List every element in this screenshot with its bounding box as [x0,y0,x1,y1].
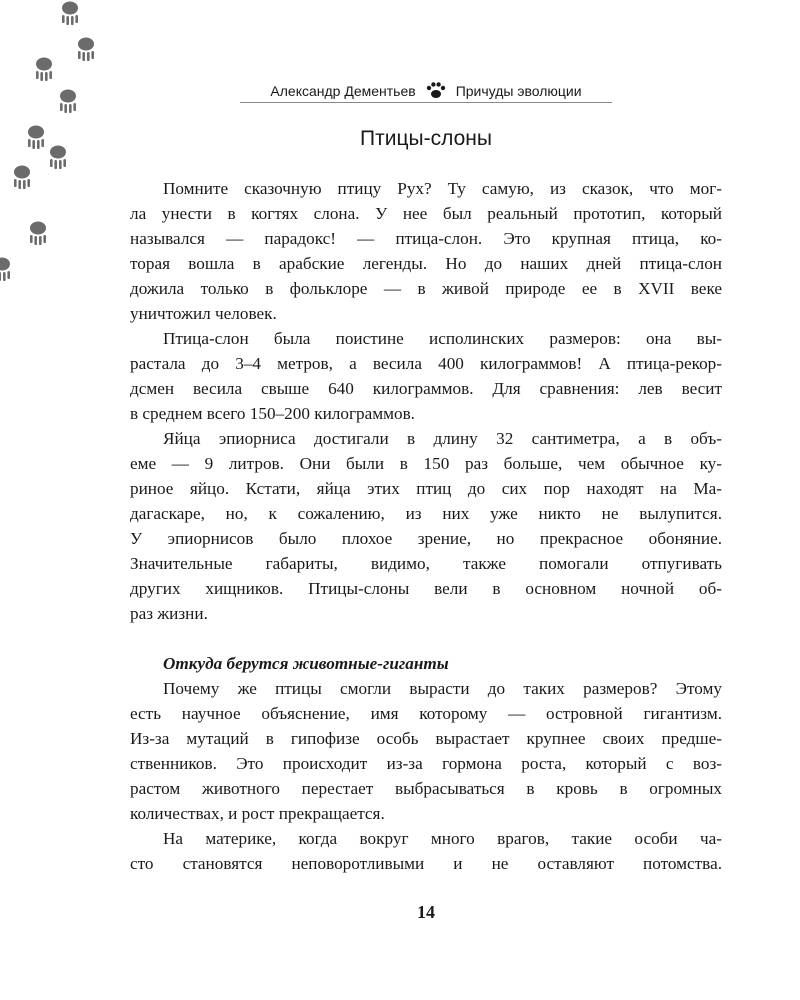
text-line: количествах, и рост прекращается. [130,804,385,823]
text-line: Значительные габариты, видимо, также помогали отпугивать [130,554,722,573]
running-head [240,80,612,102]
paw-icon [50,146,66,170]
page-text [130,176,722,876]
chapter-title: Птицы-слоны [360,127,492,150]
paw-icon [0,258,10,282]
text-line: раз жизни. [130,604,208,623]
text-line: в среднем всего 150–200 килограммов. [130,404,415,423]
book-title: Причуды эволюции [455,83,582,99]
text-line: Птица-слон была поистине исполинских размеров: она вы- [163,329,722,348]
text-line: растала до 3–4 метров, а весила 400 килограммов! А птица-рекор- [130,354,722,373]
paw-prints-decoration [0,0,120,300]
text-line: растом животного перестает выбрасываться в кровь в огромных [130,779,722,798]
header-rule [240,102,612,103]
paw-icon [28,126,44,150]
page-number: 14 [417,902,435,922]
paw-icon [14,166,30,190]
paw-icon [78,38,94,62]
paw-icon [62,2,78,26]
text-line: сто становятся неповоротливыми и не оставляют потомства. [130,854,722,873]
text-line: других хищников. Птицы-слоны вели в основном ночной об- [130,579,722,598]
text-line: риное яйцо. Кстати, яйца этих птиц до сих пор находят на Ма- [130,479,722,498]
text-line: У эпиорнисов было плохое зрение, но прекрасное обоняние. [130,529,722,548]
text-line: На материке, когда вокруг много врагов, такие особи ча- [163,829,722,848]
paw-icon [426,82,446,100]
text-line: назывался — парадокс! — птица-слон. Это крупная птица, ко- [130,229,722,248]
text-line: Почему же птицы смогли вырасти до таких размеров? Этому [163,679,722,698]
text-line: Помните сказочную птицу Рух? Ту самую, из сказок, что мог- [163,179,722,198]
text-line: Из-за мутаций в гипофизе особь вырастает крупнее своих предше- [130,729,722,748]
text-line: Яйца эпиорниса достигали в длину 32 сантиметра, а в объ- [163,429,722,448]
paw-icon [60,90,76,114]
text-line: уничтожил человек. [130,304,277,323]
text-line: дагаскаре, но, к сожалению, из них уже никто не вылупится. [130,504,722,523]
text-line: ла унести в когтях слона. У нее был реальный прототип, который [130,204,722,223]
paw-icon [36,58,52,82]
text-line: ственников. Это происходит из-за гормона роста, который с воз- [130,754,722,773]
text-line: торая вошла в арабские легенды. Но до наших дней птица-слон [130,254,722,273]
text-line: есть научное объяснение, имя которому — островной гигантизм. [130,704,722,723]
section-subheading: Откуда берутся животные-гиганты [163,654,449,673]
text-line: дсмен весила свыше 640 килограммов. Для сравнения: лев весит [130,379,722,398]
author-name: Александр Дементьев [270,83,416,99]
paw-icon [30,222,46,246]
text-line: еме — 9 литров. Они были в 150 раз больше, чем обычное ку- [130,454,722,473]
text-line: дожила только в фольклоре — в живой природе ее в XVII веке [130,279,722,298]
